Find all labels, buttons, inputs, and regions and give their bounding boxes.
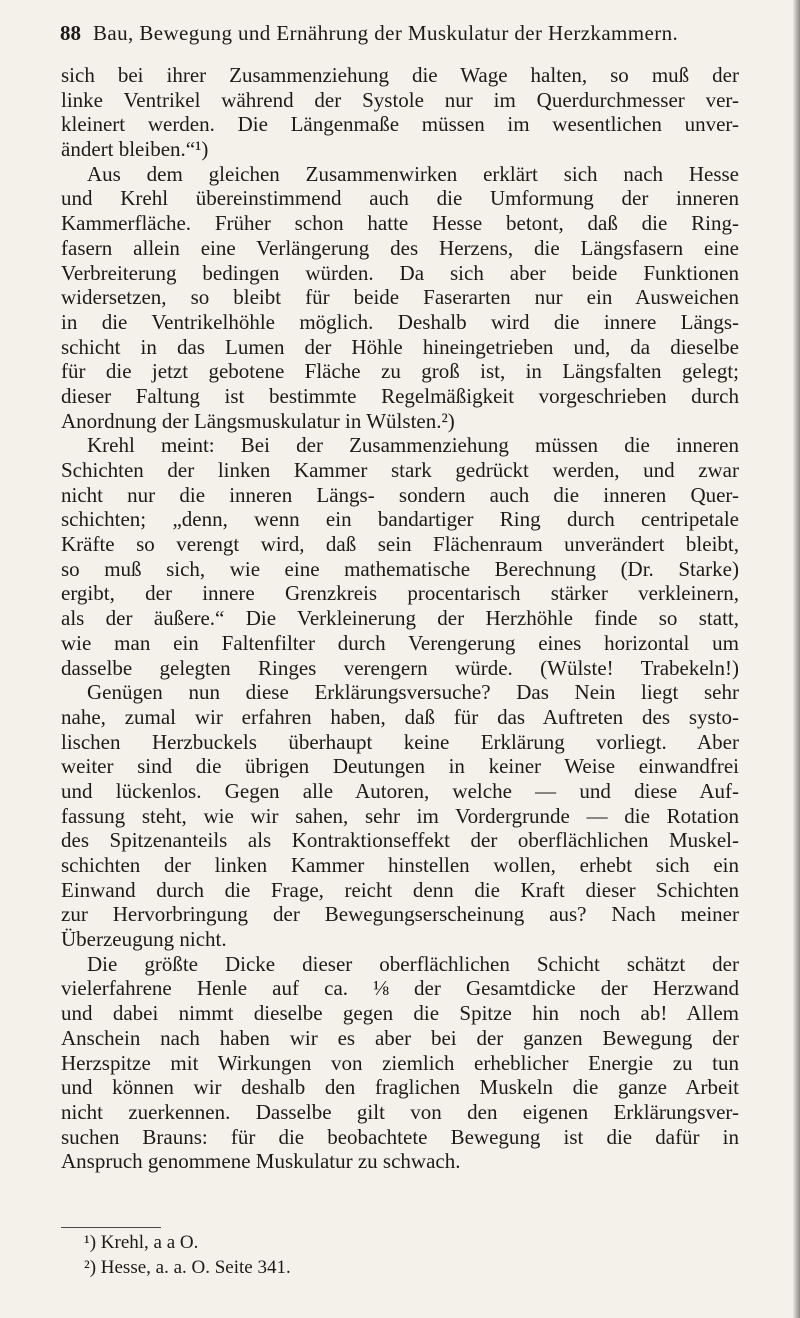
text-line: Aus dem gleichen Zusammenwirken erklärt sich nach Hesse: [87, 161, 739, 186]
text-line: Herzspitze mit Wirkungen von ziemlich erheblicher Energie zu tun: [61, 1050, 739, 1075]
text-line: in die Ventrikelhöhle möglich. Deshalb wird die innere Längs-: [61, 309, 739, 334]
footnote-1: ¹) Krehl, a a O.: [84, 1232, 199, 1253]
text-line: lischen Herzbuckels überhaupt keine Erklärung vorliegt. Aber: [61, 729, 739, 754]
text-line: Genügen nun diese Erklärungsversuche? Das Nein liegt sehr: [87, 680, 739, 705]
text-line: suchen Brauns: für die beobachtete Bewegung ist die dafür in: [61, 1124, 739, 1149]
text-line: ergibt, der innere Grenzkreis procentarisch stärker verkleinern,: [61, 581, 739, 606]
text-line: Anschein nach haben wir es aber bei der ganzen Bewegung der: [61, 1025, 739, 1050]
text-line: vielerfahrene Henle auf ca. ⅛ der Gesamtdicke der Herzwand: [61, 976, 739, 1001]
text-line: nicht nur die inneren Längs- sondern auch die inneren Quer-: [61, 482, 739, 507]
text-line: Anordnung der Längsmuskulatur in Wülsten.²): [61, 408, 455, 433]
text-line: und Krehl übereinstimmend auch die Umformung der inneren: [61, 186, 739, 211]
footnote-2: ²) Hesse, a. a. O. Seite 341.: [84, 1257, 291, 1278]
running-title: Bau, Bewegung und Ernährung der Muskulatur der Herzkammern.: [93, 21, 679, 45]
text-line: schichten; „denn, wenn ein bandartiger Ring durch centripetale: [61, 507, 739, 532]
text-line: nicht zuerkennen. Dasselbe gilt von den eigenen Erklärungsver-: [61, 1099, 739, 1124]
text-line: Verbreiterung bedingen würden. Da sich aber beide Funktionen: [61, 260, 739, 285]
text-line: schicht in das Lumen der Höhle hineingetrieben und, da dieselbe: [61, 334, 739, 359]
text-line: nahe, zumal wir erfahren haben, daß für das Auftreten des systo-: [61, 704, 739, 729]
body-text: [61, 63, 739, 1174]
text-line: Krehl meint: Bei der Zusammenziehung müssen die inneren: [87, 433, 739, 458]
text-line: fassung steht, wie wir sahen, sehr im Vordergrunde — die Rotation: [61, 803, 739, 828]
text-line: Einwand durch die Frage, reicht denn die Kraft dieser Schichten: [61, 877, 739, 902]
text-line: Überzeugung nicht.: [61, 927, 227, 952]
text-line: fasern allein eine Verlängerung des Herzens, die Längsfasern eine: [61, 235, 739, 260]
text-line: weiter sind die übrigen Deutungen in keiner Weise einwandfrei: [61, 754, 739, 779]
text-line: wie man ein Faltenfilter durch Verengerung eines horizontal um: [61, 630, 739, 655]
text-line: für die jetzt gebotene Fläche zu groß ist, in Längsfalten gelegt;: [61, 359, 739, 384]
text-line: ändert bleiben.“¹): [61, 137, 209, 162]
text-line: sich bei ihrer Zusammenziehung die Wage halten, so muß der: [61, 63, 739, 87]
text-line: kleinert werden. Die Längenmaße müssen im wesentlichen unver-: [61, 112, 739, 137]
page-edge-shadow: [793, 0, 800, 1318]
text-line: linke Ventrikel während der Systole nur im Querdurchmesser ver-: [61, 87, 739, 112]
footnotes: [84, 1230, 584, 1280]
page-number: 88: [60, 21, 81, 45]
text-line: und können wir deshalb den fraglichen Muskeln die ganze Arbeit: [61, 1075, 739, 1100]
text-line: als der äußere.“ Die Verkleinerung der Herzhöhle finde so statt,: [61, 606, 739, 631]
text-line: dieser Faltung ist bestimmte Regelmäßigkeit vorgeschrieben durch: [61, 383, 739, 408]
running-header: [60, 15, 750, 51]
text-line: dasselbe gelegten Ringes verengern würde. (Wülste! Trabekeln!): [61, 655, 739, 680]
text-line: und lückenlos. Gegen alle Autoren, welche — und diese Auf-: [61, 778, 739, 803]
text-line: des Spitzenanteils als Kontraktionseffekt der oberflächlichen Muskel-: [61, 828, 739, 853]
text-line: widersetzen, so bleibt für beide Faserarten nur ein Ausweichen: [61, 285, 739, 310]
text-line: zur Hervorbringung der Bewegungserscheinung aus? Nach meiner: [61, 902, 739, 927]
text-line: Anspruch genommene Muskulatur zu schwach.: [61, 1149, 461, 1174]
text-line: Schichten der linken Kammer stark gedrückt werden, und zwar: [61, 458, 739, 482]
text-line: Die größte Dicke dieser oberflächlichen Schicht schätzt der: [87, 951, 739, 976]
text-line: und dabei nimmt dieselbe gegen die Spitze hin noch ab! Allem: [61, 1001, 739, 1026]
footnote-divider: [61, 1227, 161, 1228]
text-line: so muß sich, wie eine mathematische Berechnung (Dr. Starke): [61, 556, 739, 581]
text-line: Kräfte so verengt wird, daß sein Flächenraum unverändert bleibt,: [61, 532, 739, 557]
text-line: schichten der linken Kammer hinstellen wollen, erhebt sich ein: [61, 853, 739, 877]
text-line: Kammerfläche. Früher schon hatte Hesse betont, daß die Ring-: [61, 211, 739, 236]
